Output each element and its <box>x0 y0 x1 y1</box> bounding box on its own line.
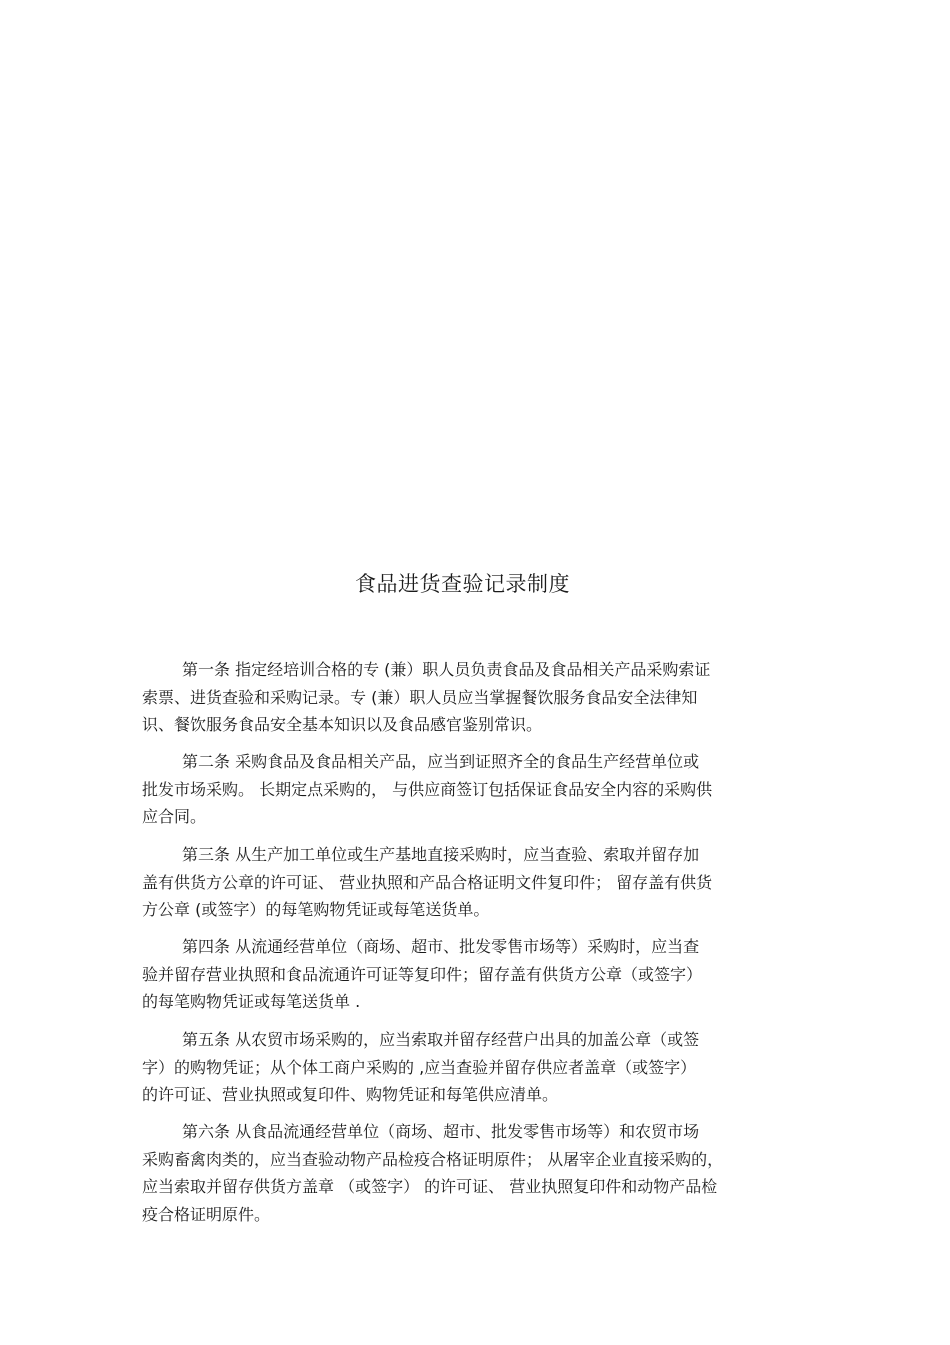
article-line: 盖有供货方公章的许可证、 营业执照和产品合格证明文件复印件； 留存盖有供货 <box>142 872 713 892</box>
article-line: 的每笔购物凭证或每笔送货单 . <box>142 992 361 1011</box>
article-line: 疫合格证明原件。 <box>142 1204 271 1224</box>
article-line: 方公章 (或签字）的每笔购物凭证或每笔送货单。 <box>142 900 490 919</box>
article-1 <box>142 656 807 739</box>
article-line: 验并留存营业执照和食品流通许可证等复印件；留存盖有供货方公章（或签字） <box>142 964 703 984</box>
article-6 <box>142 1118 807 1228</box>
article-5 <box>142 1026 807 1109</box>
article-line: 第四条 从流通经营单位（商场、超市、批发零售市场等）采购时，应当查 <box>182 937 700 956</box>
document-title: 食品进货查验记录制度 <box>355 572 570 596</box>
article-2 <box>142 748 807 831</box>
article-line: 第六条 从食品流通经营单位（商场、超市、批发零售市场等）和农贸市场 <box>182 1122 700 1141</box>
article-line: 批发市场采购。 长期定点采购的， 与供应商签订包括保证食品安全内容的采购供 <box>142 779 713 799</box>
article-4 <box>142 933 807 1016</box>
article-line: 索票、进货查验和采购记录。专 (兼）职人员应当掌握餐饮服务食品安全法律知 <box>142 687 698 707</box>
article-line: 第五条 从农贸市场采购的，应当索取并留存经营户出具的加盖公章（或签 <box>182 1030 700 1049</box>
article-line: 第二条 采购食品及食品相关产品，应当到证照齐全的食品生产经营单位或 <box>182 752 700 771</box>
article-line: 应当索取并留存供货方盖章 （或签字） 的许可证、 营业执照复印件和动物产品检 <box>142 1177 718 1196</box>
article-line: 应合同。 <box>142 807 207 826</box>
article-line: 第一条 指定经培训合格的专 (兼）职人员负责食品及食品相关产品采购索证 <box>182 660 711 679</box>
article-line: 采购畜禽肉类的，应当查验动物产品检疫合格证明原件； 从屠宰企业直接采购的， <box>142 1149 724 1169</box>
article-3 <box>142 841 807 924</box>
article-line: 字）的购物凭证；从个体工商户采购的 ,应当查验并留存供应者盖章（或签字） <box>142 1057 697 1077</box>
article-line: 识、餐饮服务食品安全基本知识以及食品感官鉴别常识。 <box>142 715 543 734</box>
article-line: 的许可证、营业执照或复印件、购物凭证和每笔供应清单。 <box>142 1085 559 1104</box>
article-line: 第三条 从生产加工单位或生产基地直接采购时，应当查验、索取并留存加 <box>182 845 700 864</box>
